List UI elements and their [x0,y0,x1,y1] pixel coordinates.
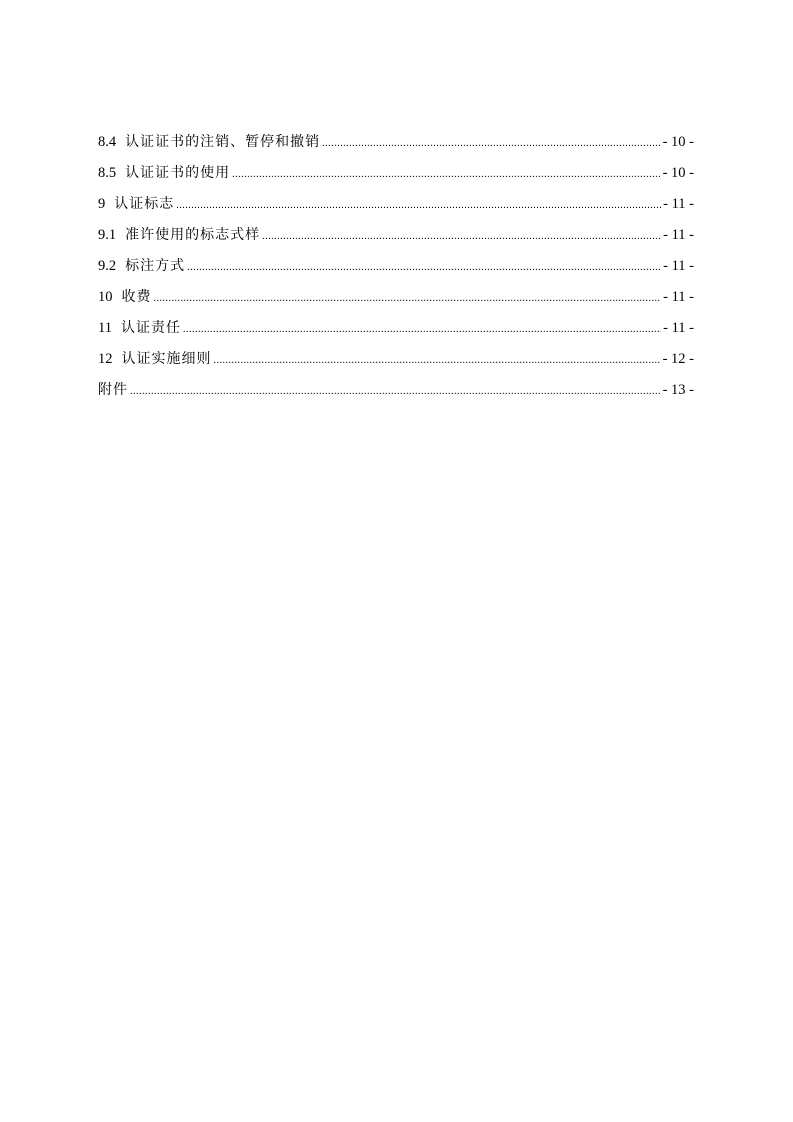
toc-entry-number: 11 [98,320,112,336]
toc-entry-number: 9 [98,196,106,212]
toc-entry-page: - 10 - [662,165,694,181]
toc-dot-leader [130,381,661,403]
toc-entry-number: 8.4 [98,134,117,150]
toc-entry-title: 标注方式 [125,258,186,274]
toc-entry-page: - 11 - [663,227,694,243]
toc-entry-number: 10 [98,289,113,305]
toc-dot-leader [262,226,661,248]
toc-entry-number: 12 [98,351,113,367]
toc-entry-page: - 13 - [662,382,694,398]
toc-entry-page: - 11 - [663,289,694,305]
toc-dot-leader [322,133,660,155]
toc-entry-title: 认证标志 [114,196,175,212]
toc-entry-title: 收费 [121,289,152,305]
toc-entry-8-5[interactable] [98,162,694,193]
toc-dot-leader [187,257,661,279]
toc-entry-9[interactable] [98,193,694,224]
toc-entry-title: 附件 [98,382,128,398]
toc-entry-9-1[interactable] [98,224,694,255]
toc-entry-number: 9.2 [98,258,117,274]
toc-dot-leader [214,350,661,372]
toc-entry-11[interactable] [98,317,694,348]
table-of-contents [98,131,694,410]
toc-entry-page: - 11 - [663,258,694,274]
toc-entry-9-2[interactable] [98,255,694,286]
toc-dot-leader [183,319,661,341]
toc-entry-8-4[interactable] [98,131,694,162]
toc-entry-page: - 11 - [663,320,694,336]
toc-entry-title: 认证证书的使用 [125,165,231,181]
toc-entry-appendix[interactable] [98,379,694,410]
toc-dot-leader [232,164,660,186]
toc-entry-title: 认证责任 [120,320,181,336]
toc-dot-leader [154,288,662,310]
toc-entry-title: 准许使用的标志式样 [125,227,261,243]
toc-entry-page: - 10 - [662,134,694,150]
toc-entry-number: 8.5 [98,165,117,181]
toc-entry-number: 9.1 [98,227,117,243]
toc-entry-12[interactable] [98,348,694,379]
toc-entry-title: 认证证书的注销、暂停和撤销 [125,134,321,150]
toc-entry-page: - 12 - [662,351,694,367]
toc-entry-page: - 11 - [663,196,694,212]
toc-entry-10[interactable] [98,286,694,317]
toc-entry-title: 认证实施细则 [121,351,212,367]
toc-dot-leader [176,195,661,217]
